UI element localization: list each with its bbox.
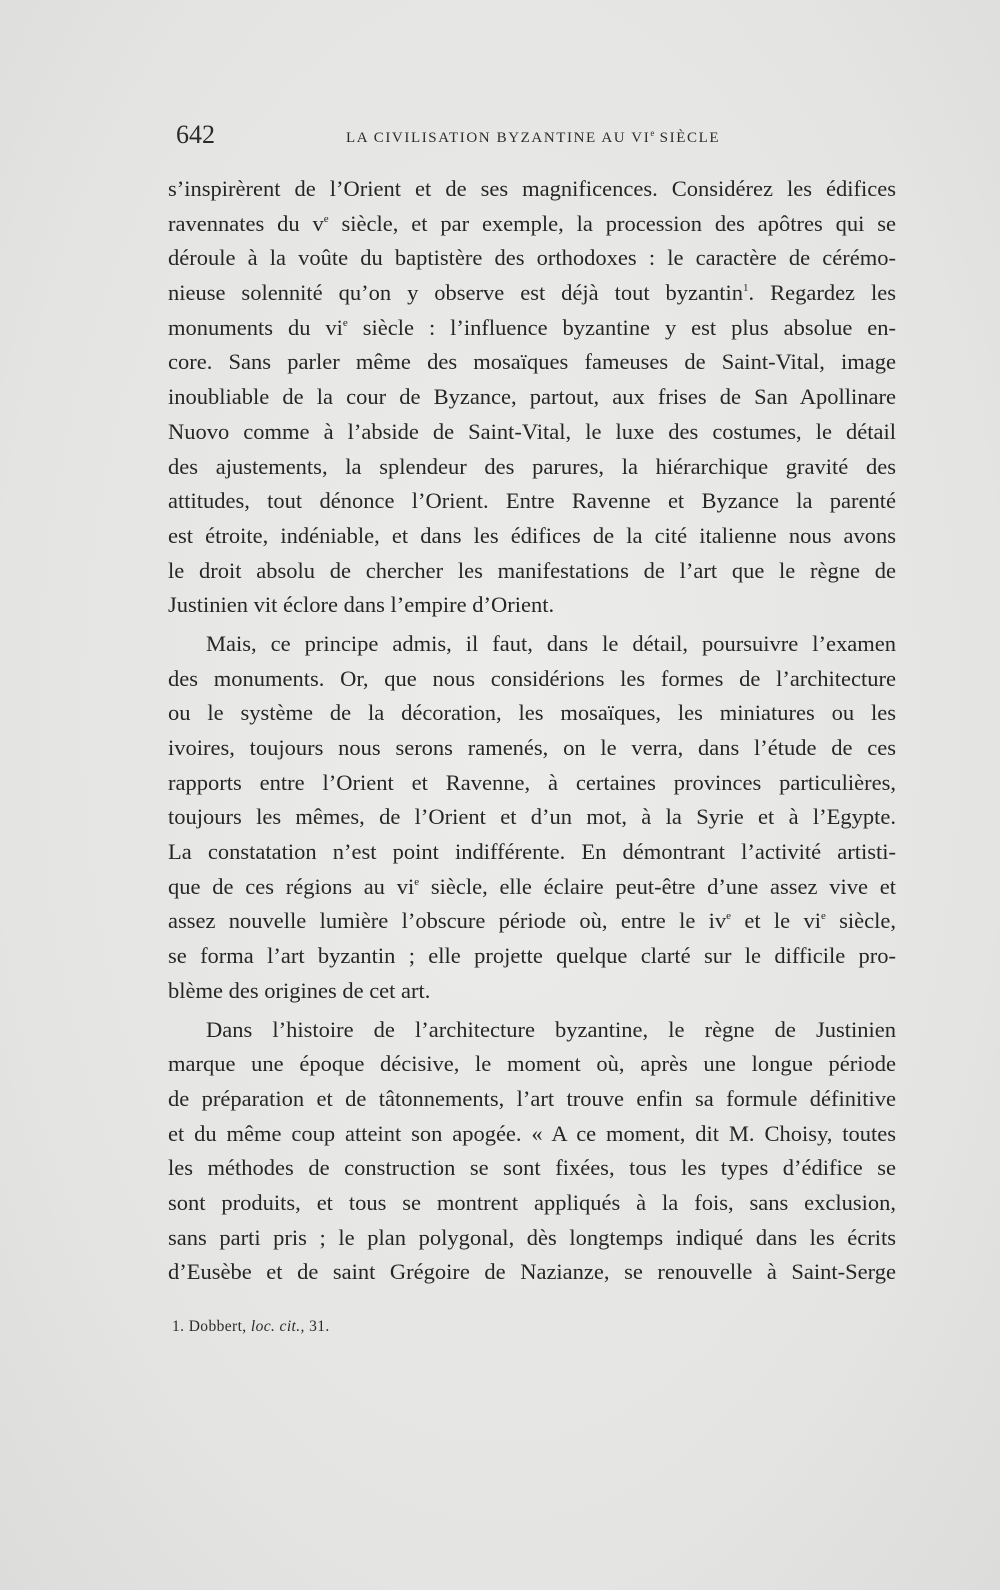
paragraph-2 xyxy=(168,627,896,1009)
text-line: des ajustements, la splendeur des parures, la hiérarchique gravité des xyxy=(168,453,896,479)
superscript: 1 xyxy=(743,282,749,295)
text-line: Justinien vit éclore dans l’empire d’Orient. xyxy=(168,592,555,618)
text-line: inoubliable de la cour de Byzance, partout, aux frises de San Apollinare xyxy=(168,384,896,410)
text-line: rapports entre l’Orient et Ravenne, à certaines provinces particulières, xyxy=(168,769,896,795)
footnote-ref: loc. cit., xyxy=(250,1318,305,1335)
text-line: se forma l’art byzantin ; elle projette quelque clarté sur le difficile pro- xyxy=(168,943,896,969)
text-line: de préparation et de tâtonnements, l’art trouve enfin sa formule définitive xyxy=(168,1085,896,1111)
footnote xyxy=(172,1318,330,1336)
text-line: sont produits, et tous se montrent appliqués à la fois, sans exclusion, xyxy=(168,1189,896,1215)
paragraph-1 xyxy=(168,172,896,623)
text-line: toujours les mêmes, de l’Orient et d’un mot, à la Syrie et à l’Egypte. xyxy=(168,804,896,830)
superscript: e xyxy=(414,875,420,888)
text-line: attitudes, tout dénonce l’Orient. Entre Ravenne et Byzance la parenté xyxy=(168,488,896,514)
text-line: monuments du $vi^e$ siècle : l’influence byzantine y est plus absolue en- xyxy=(168,314,897,340)
superscript: e xyxy=(342,316,348,329)
superscript: e xyxy=(820,910,826,923)
superscript: e xyxy=(323,212,329,225)
text-line: d’Eusèbe et de saint Grégoire de Nazianze, se renouvelle à Saint-Serge xyxy=(168,1259,896,1285)
text-line: déroule à la voûte du baptistère des orthodoxes : le caractère de cérémo- xyxy=(168,245,896,271)
text-line: le droit absolu de chercher les manifestations de l’art que le règne de xyxy=(168,557,896,583)
page-number: 642 xyxy=(176,120,215,149)
footnote-author: Dobbert, xyxy=(188,1318,247,1335)
paragraph-3 xyxy=(168,1013,896,1291)
text-line: nieuse solennité qu’on y observe est déjà tout byzantin$^1$. Regardez les xyxy=(168,280,896,306)
text-line: des monuments. Or, que nous considérions les formes de l’architecture xyxy=(168,665,896,691)
text-line: est étroite, indéniable, et dans les édifices de la cité italienne nous avons xyxy=(168,522,896,548)
text-line: sans parti pris ; le plan polygonal, dès longtemps indiqué dans les écrits xyxy=(168,1224,896,1250)
text-line: core. Sans parler même des mosaïques fameuses de Saint-Vital, image xyxy=(168,349,896,375)
footnote-number: 1. xyxy=(172,1318,185,1335)
text-line: La constatation n’est point indifférente. En démontrant l’activité artisti- xyxy=(168,839,896,865)
text-line: Dans l’histoire de l’architecture byzantine, le règne de Justinien xyxy=(206,1016,896,1042)
running-title-sup: e xyxy=(650,128,655,138)
text-line: ou le système de la décoration, les mosaïques, les miniatures ou les xyxy=(168,700,896,726)
text-line: et du même coup atteint son apogée. « A ce moment, dit M. Choisy, toutes xyxy=(168,1120,896,1146)
text-line: Nuovo comme à l’abside de Saint-Vital, le luxe des costumes, le détail xyxy=(168,418,896,444)
running-title xyxy=(346,128,720,147)
text-line: les méthodes de construction se sont fixées, tous les types d’édifice se xyxy=(168,1155,896,1181)
text-line: s’inspirèrent de l’Orient et de ses magnificences. Considérez les édifices xyxy=(168,176,896,201)
running-title-end: SIÈCLE xyxy=(659,130,721,146)
text-line: blème des origines de cet art. xyxy=(168,977,431,1003)
text-line: ivoires, toujours nous serons ramenés, on le verra, dans l’étude de ces xyxy=(168,735,896,760)
running-title-text: LA CIVILISATION BYZANTINE AU VI xyxy=(346,130,651,146)
superscript: e xyxy=(726,910,732,923)
text-line: ravennates du $v^e$ siècle, et par exemple, la procession des apôtres qui se xyxy=(168,210,896,236)
text-line: assez nouvelle lumière l’obscure période où, entre le $iv^e$ et le $vi^e$ siècle, xyxy=(168,908,896,934)
body-text xyxy=(168,172,896,1290)
text-line: que de ces régions au $vi^e$ siècle, elle éclaire peut-être d’une assez vive et xyxy=(168,873,896,899)
text-line: Mais, ce principe admis, il faut, dans le détail, poursuivre l’examen xyxy=(206,630,896,656)
footnote-page: 31. xyxy=(309,1318,330,1335)
text-line: marque une époque décisive, le moment où, après une longue période xyxy=(168,1051,896,1077)
running-head xyxy=(176,120,896,150)
